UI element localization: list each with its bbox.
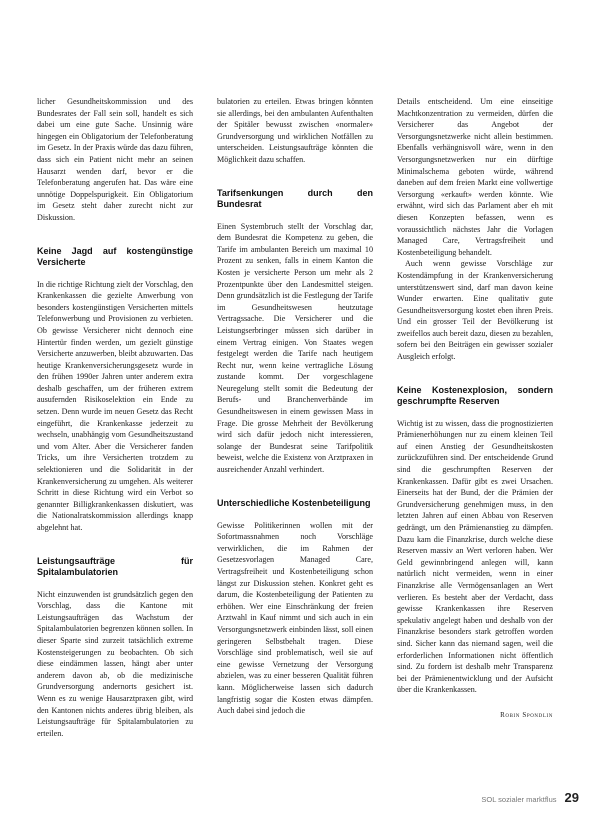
section-heading: Tarifsenkungen durch den Bundesrat: [217, 187, 373, 209]
section-heading: Unterschiedliche Kostenbeteiligung: [217, 497, 371, 508]
body-paragraph: bulatorien zu erteilen. Etwas bringen könnten sie allerdings, bei den ambulanten Aufenthalten der Spitäler bewusst zwischen «normaler» Grundversorgung und wirklichen Notfällen zu unterscheiden. Leistungsaufträge könnten die Möglichkeit dazu schaffen.: [217, 97, 373, 164]
page-number: 29: [564, 790, 579, 805]
body-paragraph: Details entscheidend. Um eine einseitige Machtkonzentration zu vermeiden, dürfen die Versicherer das Angebot der Versorgungsnetzwerke nicht allein bestimmen. Ebenfalls verhängnisvoll wäre, wenn in den Versorgungsnetzwerken nur ein dürftige Minimalschema geboten würde, während daneben auf dem freien Markt eine vollwertige Versorgung «erkauft» werden könnte. Wie erwähnt, wird sich das Parlament aber eh mit diesen Konzepten befassen, wenn es voraussichtlich nächstes Jahr die Vorlagen Managed Care, Vertragsfreiheit und Kostenbeteiligung behandelt.: [397, 97, 553, 257]
section-heading: Keine Kostenexplosion, sondern geschrumpfte Reserven: [397, 384, 553, 406]
text-column-2: [217, 96, 373, 717]
body-paragraph: Nicht einzuwenden ist grundsätzlich gegen den Vorschlag, dass die Kantone mit Leistungsaufträgen das Wachstum der Spitalambulatorien begrenzen können sollen. In dieser Sparte sind zurzeit tatsächlich extreme Kostensteigerungen zu beobachten. Ob sich diese eindämmen lassen, hängt aber unter anderem davon ab, ob die medizinische Grundversorgung andernorts gesichert ist. Wenn es zu wenige Hausarztpraxen gibt, wird den Kantonen nichts anderes übrig bleiben, als Leistungsaufträge für Spitalambulatorien zu erteilen.: [37, 589, 193, 738]
section-heading: Keine Jagd auf kostengünstige Versicherte: [37, 245, 193, 267]
section-heading: Leistungsaufträge für Spitalambulatorien: [37, 555, 193, 577]
text-column-3: [397, 96, 553, 722]
body-paragraph: Gewisse Politikerinnen wollen mit der Sofortmassnahmen noch Vorschläge verwirklichen, die im Rahmen der Gesetzesvorlagen Managed Care, Vertragsfreiheit und Kostenbeteiligung schon längst zur Diskussion stehen. Konkret geht es darum, die Kostenbeteiligung der Patienten zu erhöhen. Wer eine Einschränkung der freien Arztwahl in Kauf nimmt und sich auch in ein Versorgungsnetzwerk einbinden lässt, soll einen geringeren Selbstbehalt tragen. Diese Vorschläge sind problematisch, weil sie auf eine gewisse Vernetzung der Versorgung abzielen, was zu einer besseren Qualität führen kann. Möglicherweise lassen sich dadurch langfristig sogar die Kosten etwas dämpfen. Auch dabei sind jedoch die: [217, 520, 373, 716]
body-paragraph: In die richtige Richtung zielt der Vorschlag, den Krankenkassen die gezielte Anwerbung von besonders kostengünstigen Versicherten mittels Telefonwerbung und Provisionen zu verbieten. Ob gewisse Versicherer nicht dennoch eine Hintertür finden werden, um gezielt günstige Versicherte anzuwerben, bleibt abzuwarten. Das heutige Krankenversicherungsgesetz wurde in den frühen 1990er Jahren unter anderem extra deshalb geschaffen, um der früheren extrem ausufernden Risikoselektion ein Ende zu setzen. Denn wurde im neuen Gesetz das Recht eingeführt, die Krankenkasse jederzeit zu wechseln, unabhängig vom Gesundheitszustand und vom Alter. Aber die Versicherer fanden Tricks, um ihre Versicherten trotzdem zu selektionieren und die Solidarität in der Krankenversicherung zu umgehen. Als weiterer Schritt in diese Richtung wird ein Verbot so genannter Billigkrankenkassen diskutiert, was die Nationalratskommission allerdings knapp abgelehnt hat.: [37, 279, 193, 532]
body-paragraph: Wichtig ist zu wissen, dass die prognostizierten Prämienerhöhungen nur zu einem kleinen Teil auf einen Anstieg der Gesundheitskosten zurückzuführen sind. Der entscheidende Grund sind die geschrumpften Reserven der Krankenkassen. Dafür gibt es zwei Ursachen. Einerseits hat der Bund, der die Prämien der Grundversicherung genehmigen muss, in den letzten Jahren auf einen Abbau von Reserven gedrängt, um den Prämienanstieg zu dämpfen. Dazu kam die Finanzkrise, durch welche diese Reserven massiv an Wert verloren haben. Wer Geld gewinnbringend anlegen will, kann natürlich nicht vermeiden, wenn in einer Finanzkrise alle Vermögensanlagen an Wert verlieren. Es besteht aber der Verdacht, dass gewisse Krankenkassen ihre Reserven spekulativ angelegt haben und deshalb von der Finanzkrise besonders stark getroffen worden sind. Sicher kann das niemand sagen, weil die erforderlichen Informationen nicht öffentlich sind. Zu fordern ist deshalb mehr Transparenz bei der Prämienentwicklung und der Aufsicht über die Krankenkassen.: [397, 418, 553, 695]
page-footer: [481, 790, 579, 805]
body-paragraph: Auch wenn gewisse Vorschläge zur Kostendämpfung in der Krankenversicherung unterstützenswert sind, darf man davon keine Wunder erwarten. Eine qualitativ gute Gesundheitsversorgung kostet eben ihren Preis. Und ein grosser Teil der Bevölkerung ist zweifellos auch bereit dazu, diesen zu bezahlen, sofern bei den Beiträgen ein gewisser sozialer Ausgleich erfolgt.: [397, 259, 553, 362]
body-paragraph: licher Gesundheitskommission und des Bundesrates der Fall sein soll, handelt es sich dabei um eine gute Sache. Unsinnig wäre hingegen ein Obligatorium der Telefonberatung im Gesetz. In der Praxis würde das dazu führen, dass sich ein Patient nicht mehr an seinen Hausarzt wenden darf, bevor er die Telefonberatung angerufen hat. Das wäre eine unnötige Doppelspurigkeit. Ein Obligatorium im Gesetz steht daher zurecht nicht zur Diskussion.: [37, 97, 193, 222]
body-paragraph: Einen Systembruch stellt der Vorschlag dar, dem Bundesrat die Kompetenz zu geben, die Tarife im ambulanten Bereich um maximal 10 Prozent zu senken, falls in einem Kanton die Kosten je versicherte Person um mehr als 2 Prozentpunkte über den Landesmittel steigen. Denn grundsätzlich ist die Festlegung der Tarife im Gesundheitswesen heutzutage Vertragssache. Die Versicherer und die Leistungserbringer müssen sich darüber in einem Vertrag einigen. Von Staates wegen festgelegt werden die Tarife nach heutigem Recht nur, wenn keine vertragliche Lösung zustande kommt. Der vorgeschlagene Neuregelung stellt somit die Bedeutung der Berufs- und Branchenverbände im Gesundheitswesen in einem gewissen Mass in Frage. Die grosse Mehrheit der Bevölkerung wird sich dafür jedoch nicht interessieren, solange der Bundesrat seine Tarifpolitik beweist, welche die Existenz von Arztpraxen in ausreichender Anzahl verhindert.: [217, 221, 373, 475]
text-column-1: [37, 96, 193, 739]
author-signature: Robin Spondlin: [500, 710, 553, 719]
footer-publication-label: SOL sozialer marktflus: [481, 795, 557, 804]
